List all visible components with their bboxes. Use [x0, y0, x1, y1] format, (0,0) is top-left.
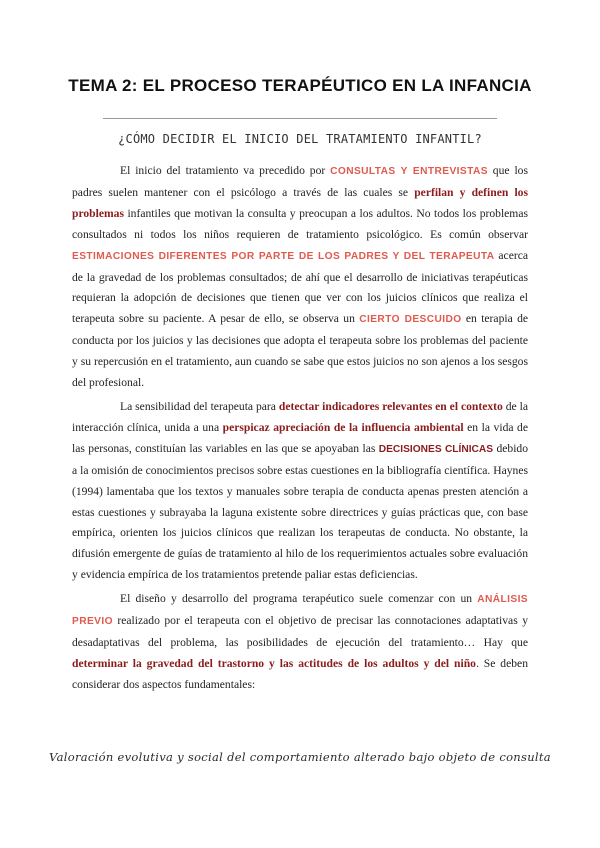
text-run: debido a la omisión de conocimientos precisos sobre estas cuestiones en la bibliografía científica. Haynes (1994) lamentaba que los textos y manuales sobre terapia de conducta apenas presten atención a estas cuestiones y subrayaba la laguna existente sobre directrices y guías prácticas que, con base empírica, orienten los juicios clínicos que realizan los terapeutas de conducta. No obstante, la difusión emergente de guías de tratamiento al hilo de los requerimientos actuales sobre evaluación y evidencia empírica de los tratamientos pretende paliar estas deficiencias. — [72, 441, 529, 582]
highlighted-term: determinar la gravedad del trastorno y las actitudes de los adultos y del niño — [72, 656, 476, 670]
highlighted-term: ANÁLISIS PREVIO — [72, 594, 528, 628]
subsection-heading: Valoración evolutiva y social del comportamiento alterado bajo objeto de consulta — [49, 750, 551, 764]
section-heading: ¿CÓMO DECIDIR EL INICIO DEL TRATAMIENTO INFANTIL? — [118, 132, 482, 146]
highlighted-term: detectar indicadores relevantes en el contexto — [278, 399, 503, 413]
highlighted-term: perspicaz apreciación de la influencia ambiental — [222, 420, 464, 434]
paragraph — [72, 589, 528, 696]
text-run: en terapia de conducta por los juicios y las decisiones que adopta el terapeuta sobre los problemas del paciente y su repercusión en el tratamiento, aun cuando se sabe que estos juicios no son ajenos a los sesgos del profesional. — [72, 312, 529, 390]
highlighted-term: ESTIMACIONES DIFERENTES POR PARTE DE LOS PADRES Y DEL TERAPEUTA — [72, 250, 495, 262]
text-run: que los padres suelen mantener con el psicólogo a través de las cuales se — [72, 164, 528, 199]
title-divider — [103, 118, 497, 119]
body-text — [72, 161, 528, 696]
text-run: realizado por el terapeuta con el objetivo de precisar las connotaciones adaptativas y desadaptativas del problema, las posibilidades de ejecución del tratamiento… Hay que — [72, 614, 528, 649]
paragraph — [72, 161, 528, 394]
highlighted-term: CONSULTAS Y ENTREVISTAS — [330, 166, 488, 177]
text-run: acerca de la gravedad de los problemas consultados; de ahí que el desarrollo de iniciativas terapéuticas requieran la adopción de decisiones que tienen que ver con los juicios clínicos que realiza el terapeuta sobre su paciente. A pesar de ello, se observa un — [72, 248, 528, 326]
highlighted-term: perfilan y definen los problemas — [72, 185, 528, 220]
text-run: infantiles que motivan la consulta y preocupan a los adultos. No todos los problemas consultados ni todos los niños requieren de tratamiento psicológico. Es común observar — [72, 206, 528, 241]
text-run: de la interacción clínica, unida a una — [72, 399, 529, 434]
text-run: en la vida de las personas, constituían las variables en las que se apoyaban las — [72, 420, 528, 455]
highlighted-term: DECISIONES CLÍNICAS — [378, 443, 494, 455]
text-run: El inicio del tratamiento va precedido por — [120, 164, 331, 177]
text-run: El diseño y desarrollo del programa terapéutico suele comenzar con un — [120, 592, 478, 606]
page-title: TEMA 2: EL PROCESO TERAPÉUTICO EN LA INFANCIA — [68, 76, 532, 95]
paragraph — [72, 397, 528, 586]
highlighted-term: CIERTO DESCUIDO — [359, 314, 462, 326]
text-run: La sensibilidad del terapeuta para — [120, 399, 279, 413]
text-run: . Se deben considerar dos aspectos fundamentales: — [72, 656, 528, 691]
